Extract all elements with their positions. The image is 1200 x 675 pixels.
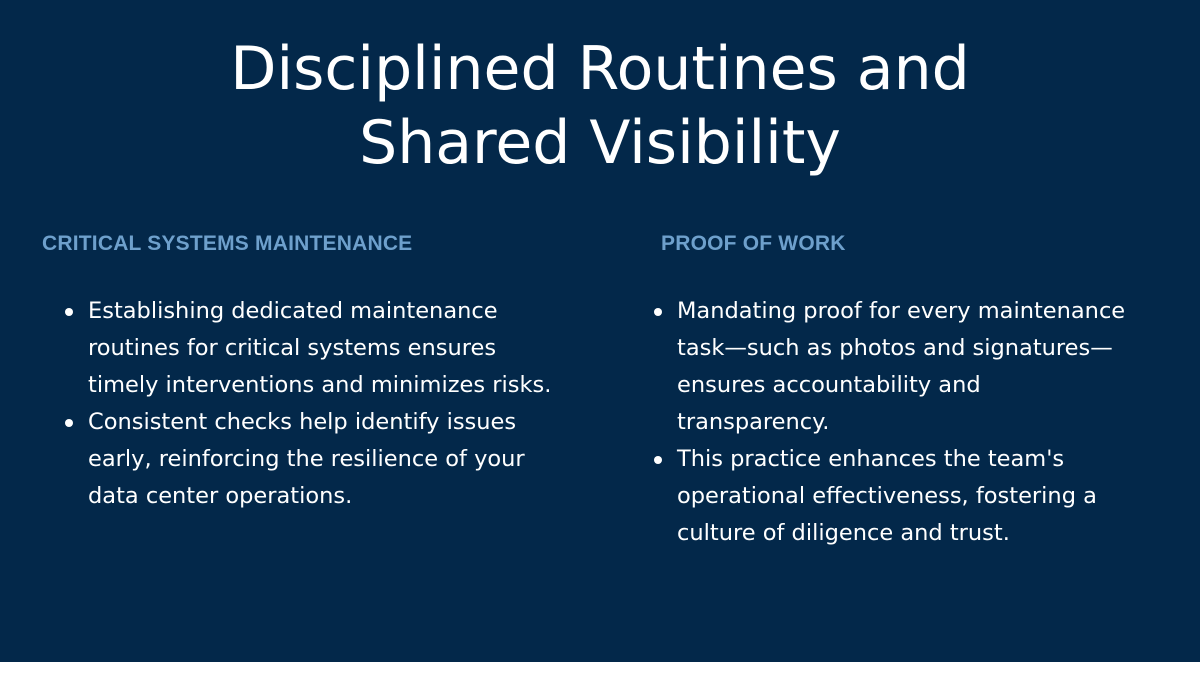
bullet-list — [652, 293, 1132, 552]
bullet-list — [63, 293, 563, 515]
bullet-dot-icon — [65, 419, 73, 427]
bullet-text: Consistent checks help identify issues early, reinforcing the resilience of your data center operations. — [88, 409, 525, 509]
column-critical-systems — [42, 228, 562, 509]
bullet-text: Establishing dedicated maintenance routines for critical systems ensures timely interventions and minimizes risks. — [88, 298, 552, 398]
column-heading: CRITICAL SYSTEMS MAINTENANCE — [42, 232, 413, 255]
bullet-dot-icon — [654, 456, 662, 464]
list-item — [63, 404, 563, 515]
bullet-text: Mandating proof for every maintenance task—such as photos and signatures—ensures accountability and transparency. — [677, 298, 1126, 435]
column-proof-of-work — [661, 228, 1141, 546]
slide-title-line-2: Shared Visibility — [359, 108, 841, 178]
list-item — [63, 293, 563, 404]
slide-title — [0, 32, 1200, 180]
bullet-dot-icon — [65, 308, 73, 316]
list-item — [652, 441, 1132, 552]
bullet-text: This practice enhances the team's operational effectiveness, fostering a culture of diligence and trust. — [677, 446, 1097, 546]
slide-title-line-1: Disciplined Routines and — [230, 34, 970, 104]
bullet-dot-icon — [654, 308, 662, 316]
list-item — [652, 293, 1132, 441]
column-heading: PROOF OF WORK — [661, 232, 846, 255]
